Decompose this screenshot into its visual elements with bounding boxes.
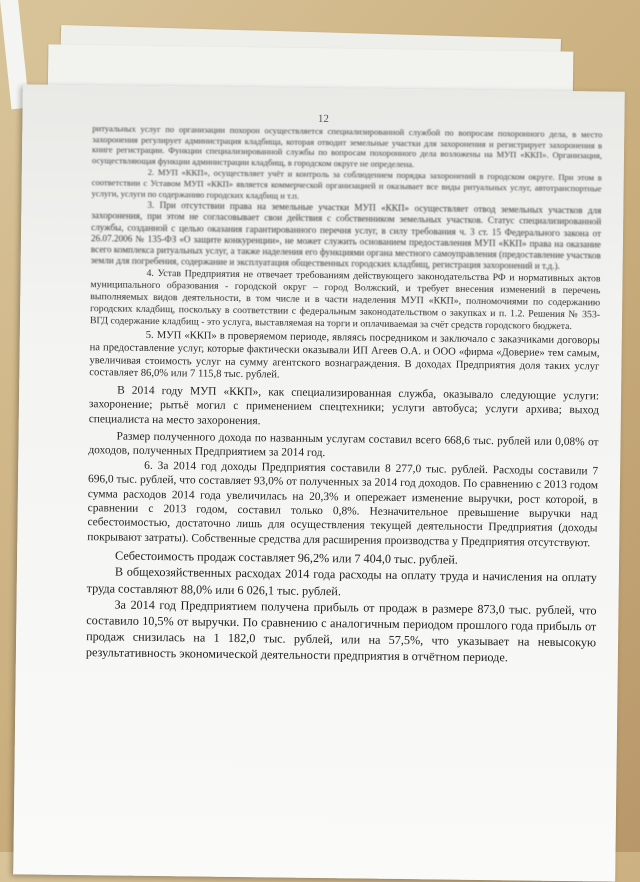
paragraph-income: Размер полученного дохода по названным услугам составил всего 668,6 тыс. рублей или 0,08% от доходов, полученных Предприятием за 2014 год. xyxy=(88,430,599,460)
paragraph-number: 5. xyxy=(145,330,154,342)
paragraph-continuation: ритуальных услуг по организации похорон осуществляется специализированной службой по вопросам похоронного дела, в место захоронения регулирует администрация кладбища, которая отводит земельные участки для захоронения и регистрирует захоронения в книге регистрации. Функции специализированной службы по вопросам похоронного дела возложены на МУП «ККП». Организация, осуществляющая функции администрации кладбищ, в городском округе не определена. xyxy=(91,123,603,169)
paragraph-services: В 2014 году МУП «ККП», как специализированная служба, оказывало следующие услуги: захоронение; рытьё могил с применением спецтехники; услуги автобуса; услуги архива; выход специалиста на место захоронения. xyxy=(88,384,600,427)
paragraph-4 xyxy=(90,268,601,333)
paragraph-profit: За 2014 год Предприятием получена прибыль от продаж в размере 873,0 тыс. рублей, что составило 10,5% от выручки. По сравнению с аналогичным периодом прошлого года прибыль от продаж снизилась на 1 182,0 тыс. рублей, или на 57,5%, что указывает на невысокую результативность экономической деятельности предприятия в отчётном периоде. xyxy=(85,597,597,665)
paragraph-number: 4. xyxy=(146,268,154,280)
paragraph-number: 6. xyxy=(144,459,153,472)
document-body xyxy=(86,123,603,667)
paragraph-5 xyxy=(89,330,600,387)
page-number: 12 xyxy=(317,112,330,126)
paragraph-number: 2. xyxy=(147,167,155,178)
paragraph-3 xyxy=(91,199,602,272)
paragraph-cost: Себестоимость продаж составляет 96,2% или 7 404,0 тыс. рублей. xyxy=(115,548,459,567)
paragraph-text: МУП «ККП», осуществляет учёт и контроль за соблюдением порядка захоронений в городском округе. При этом в соответствии с Уставом МУП «ККП» является коммерческой организацией и оказывает все виды ритуальных услуг, автотранспортные услуги, услуги по содержанию городских кладбищ и т.п. xyxy=(91,167,602,201)
paragraph-number: 3. xyxy=(147,200,155,211)
document-page xyxy=(13,84,625,881)
paragraph-text: Устав Предприятия не отвечает требованиям действующего законодательства РФ и нормативных актов муниципального образования - городской округ – город Волжский, и требует внесения изменений в перечень выполняемых видов деятельности, в том числе и в части наделения МУП «ККП», полномочиями по содержанию городских кладбищ, поскольку в соответствии с федеральным законодательством о закупках и п. 1.2. Решения № 353-ВГД содержание кладбищ - это услуга, выставляемая на торги и оплачиваемая за счёт средств городского бюджета. xyxy=(89,268,601,332)
paragraph-text: МУП «ККП» в проверяемом периоде, являясь посредником и заключало с заказчиками договоры на предоставление услуг, которые фактически оказывали ИП Агеев О.А. и ООО «фирма «Доверие» тем самым, увеличивая стоимость услуг на сумму агентского вознаграждения. В доходах Предприятия доля таких услуг составляет 86,0% или 7 115,8 тыс. рублей. xyxy=(89,330,600,381)
paragraph-overhead: В общехозяйственных расходах 2014 года расходы на оплату труда и начисления на оплату труда составляют 88,0% или 6 026,1 тыс. рублей. xyxy=(86,564,597,598)
paragraph-6 xyxy=(87,458,598,551)
paragraph-text: За 2014 год доходы Предприятия составили 8 277,0 тыс. рублей. Расходы составили 7 696,0 тыс. рублей, что составляет 93,0% от полученных за 2014 год доходов. По сравнению с 2013 годом сумма расходов 2014 года увеличилась на 20,3% и опережает изменение выручки, рост которой, в сравнении с 2013 годом, составил только 0,8%. Незначительное превышение выручки над себестоимостью, достаточно лишь для осуществления текущей деятельности Предприятия (доходы покрывают затраты). Собственные средства для расширения производства у Предприятия отсутствуют. xyxy=(87,459,599,550)
paragraph-text: При отсутствии права на земельные участки МУП «ККП» осуществляет отвод земельных участков для захоронения, при этом не согласовывает свои действия с собственником земельных участков. Статус специализированной службы, созданной с целью оказания гарантированного перечня услуг, в силу требования ч. 3 ст. 15 Федерального закона от 26.07.2006 № 135-ФЗ «О защите конкуренции», не может служить основанием предоставления МУП «ККП» права на оказание всего комплекса ритуальных услуг, а также наделения его функциями органа местного самоуправления (предоставление участков земли для погребения, содержание и эксплуатация общественных городских кладбищ, регистрация захоронений и т.д.). xyxy=(90,200,602,272)
paragraph-2 xyxy=(91,167,601,205)
